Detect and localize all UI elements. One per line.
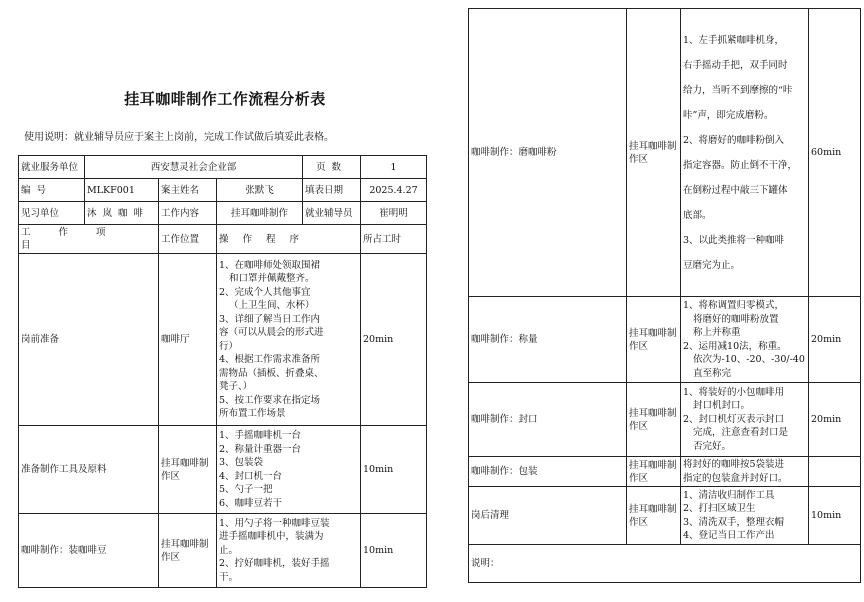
procedure-line: 指定的包装盒并封好口。 (683, 472, 788, 484)
usage-note: 使用说明：就业辅导员应于案主上岗前，完成工作试做后填妥此表格。 (24, 132, 334, 143)
header-row-unit (19, 156, 427, 179)
procedure-line: 1、用勺子将一种咖啡豆装 (219, 517, 330, 529)
procedure-line: 豆磨完为止。 (683, 259, 741, 271)
procedure-line: 1、将装好的小包咖啡用 (683, 386, 785, 398)
date-label: 填表日期 (303, 179, 361, 202)
row-location: 挂耳咖啡制作区 (627, 383, 681, 457)
unit-label: 就业服务单位 (19, 156, 85, 179)
procedure-line: 封口机封口。 (693, 400, 751, 412)
procedure-line: 1、在咖啡师处领取围裙 (219, 259, 321, 271)
procedure-line: 4、根据工作需求准备所 (219, 354, 321, 365)
row-procedure (681, 9, 809, 297)
remarks-label: 说明： (469, 545, 861, 583)
left-page (12, 0, 438, 602)
procedure-line: 6、咖啡豆若干 (219, 497, 283, 509)
remarks-row (469, 545, 861, 583)
counselor-value: 崔明明 (361, 202, 427, 225)
procedure-line: 干。 (219, 571, 239, 583)
row-time: 20min (361, 254, 427, 426)
procedure-line: 1、清洁收归制作工具 (683, 489, 775, 501)
row-time (809, 457, 861, 487)
procedure-line: 2、称量计重器一台 (219, 443, 302, 455)
row-item: 准备制作工具及原料 (19, 426, 159, 514)
procedure-line: 3、以此类推将一种咖啡 (683, 234, 785, 246)
row-location: 挂耳咖啡制作区 (159, 514, 217, 588)
row-procedure (217, 426, 361, 514)
row-procedure (217, 514, 361, 588)
row-procedure (681, 297, 809, 383)
column-time: 所占工时 (361, 225, 427, 254)
procedure-line: 完成，注意查看封口是 (693, 427, 789, 439)
header-row-intern (19, 202, 427, 225)
procedure-line: 凳子、） (219, 381, 253, 392)
procedure-line: 否完好。 (693, 440, 732, 452)
column-procedure: 操作程序 (217, 225, 361, 254)
row-item: 咖啡制作：称量 (469, 297, 627, 383)
content-value: 挂耳咖啡制作 (217, 202, 303, 225)
content-label: 工作内容 (159, 202, 217, 225)
procedure-line: 2、打扫区域卫生 (683, 503, 756, 514)
procedure-line: 进手摇咖啡机中，装满为 (219, 531, 324, 543)
procedure-line: 底部。 (683, 209, 712, 221)
procedure-line: 5、按工作要求在指定场 (219, 394, 321, 406)
procedure-line: 2、将磨好的咖啡粉倒入 (683, 134, 785, 146)
table-row (19, 514, 427, 588)
procedure-line: 直至称完 (693, 367, 732, 379)
table-row (469, 487, 861, 545)
procedure-line: 2、封口机灯灭表示封口 (683, 413, 785, 425)
procedure-line: 1、将称调置归零模式， (683, 300, 785, 311)
row-location: 咖啡厅 (159, 254, 217, 426)
row-procedure (217, 254, 361, 426)
procedure-line: 称上并称重 (693, 327, 741, 338)
procedure-line: 1、左手抓紧咖啡机身， (683, 34, 785, 46)
procedure-line: 2、拧好咖啡机，装好手摇 (219, 558, 330, 570)
document-title: 挂耳咖啡制作工作流程分析表 (124, 90, 326, 108)
column-header-row (19, 225, 427, 254)
workflow-table-left (18, 155, 427, 588)
procedure-line: 1、手摇咖啡机一台 (219, 430, 302, 441)
page-label: 页数 (303, 156, 361, 179)
procedure-line: 3、清洗双手，整理衣帽 (683, 516, 785, 528)
column-location: 工作位置 (159, 225, 217, 254)
procedure-line: 将封好的咖啡按5袋装进 (683, 459, 785, 470)
procedure-line: 止。 (219, 544, 239, 556)
procedure-line: 需物品（插板、折叠桌、 (219, 367, 324, 379)
row-procedure (681, 383, 809, 457)
procedure-line: 4、登记当日工作产出 (683, 530, 775, 541)
row-time: 20min (809, 383, 861, 457)
row-time: 10min (361, 514, 427, 588)
right-page (462, 0, 860, 602)
number-value: MLKF001 (85, 179, 159, 202)
row-time: 10min (361, 426, 427, 514)
row-location: 挂耳咖啡制作区 (627, 297, 681, 383)
procedure-line: 咔”声，即完成磨粉。 (683, 109, 774, 121)
date-value: 2025.4.27 (361, 179, 427, 202)
table-row (469, 9, 861, 297)
number-label: 编号 (19, 179, 85, 202)
header-row-number (19, 179, 427, 202)
procedure-line: 3、包装袋 (219, 457, 264, 468)
row-time: 10min (809, 487, 861, 545)
row-location: 挂耳咖啡制作区 (627, 487, 681, 545)
procedure-line: 右手摇动手把，双手同时 (683, 59, 788, 71)
procedure-line: （上卫生间、水杯） (229, 300, 315, 311)
unit-value: 西安慧灵社会企业部 (85, 156, 303, 179)
table-row (19, 254, 427, 426)
row-procedure (681, 457, 809, 487)
intern-value: 沐岚咖啡 (85, 202, 159, 225)
row-location: 挂耳咖啡制作区 (627, 9, 681, 297)
procedure-line: 2、运用减10法，称重。 (683, 340, 787, 352)
counselor-label: 就业辅导员 (303, 202, 361, 225)
row-item: 岗后清理 (469, 487, 627, 545)
row-item: 咖啡制作：包装 (469, 457, 627, 487)
procedure-line: 依次为-10、-20、-30/-40 (693, 354, 805, 365)
workflow-table-right (468, 8, 861, 583)
procedure-line: 和口罩并佩戴整齐。 (229, 273, 315, 284)
row-time: 60min (809, 9, 861, 297)
procedure-line: 行） (219, 340, 239, 352)
procedure-line: 指定容器。防止倒不干净， (683, 159, 798, 171)
procedure-line: 将磨好的咖啡粉放置 (693, 313, 779, 325)
procedure-line: 4、封口机一台 (219, 470, 283, 482)
procedure-line: 在倒粉过程中敲三下罐体 (683, 184, 788, 196)
procedure-line: 5、勺子一把 (219, 484, 273, 495)
table-row (469, 383, 861, 457)
row-item: 咖啡制作：装咖啡豆 (19, 514, 159, 588)
table-row (19, 426, 427, 514)
table-row (469, 297, 861, 383)
row-location: 挂耳咖啡制作区 (159, 426, 217, 514)
row-location: 挂耳咖啡制作区 (627, 457, 681, 487)
page-value: 1 (361, 156, 427, 179)
row-item: 岗前准备 (19, 254, 159, 426)
column-item: 工作项目 (19, 225, 159, 254)
row-item: 咖啡制作：封口 (469, 383, 627, 457)
intern-label: 见习单位 (19, 202, 85, 225)
client-value: 张默飞 (217, 179, 303, 202)
table-row (469, 457, 861, 487)
row-time: 20min (809, 297, 861, 383)
procedure-line: 3、详细了解当日工作内 (219, 313, 321, 325)
procedure-line: 给力，当听不到摩擦的“咔 (683, 84, 793, 96)
procedure-line: 所布置工作场景 (219, 408, 286, 419)
procedure-line: 2、完成个人其他事宜 (219, 286, 311, 298)
row-procedure (681, 487, 809, 545)
row-item: 咖啡制作：磨咖啡粉 (469, 9, 627, 297)
client-label: 案主姓名 (159, 179, 217, 202)
procedure-line: 容（可以从晨会的形式进 (219, 327, 324, 338)
